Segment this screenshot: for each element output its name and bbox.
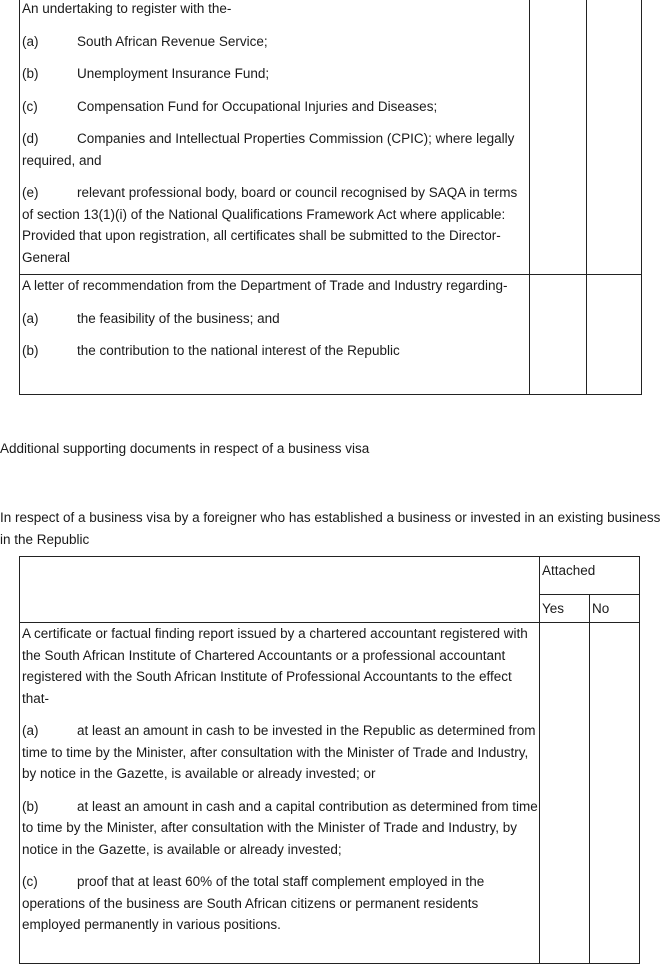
item-label: (b): [22, 66, 39, 81]
item-label: (b): [22, 798, 39, 814]
section-title: Additional supporting documents in respect of a business visa: [0, 441, 370, 456]
item-label: (a): [22, 310, 39, 326]
list-item: [22, 340, 529, 362]
item-label: (b): [22, 343, 39, 358]
requirement-heading: A certificate or factual finding report issued by a chartered accountant registered with the South African Institute of Chartered Accountants or a professional accountant registered with the South African Institute of Professional Accountants to the effect that-: [22, 626, 528, 706]
item-text: Companies and Intellectual Properties Commission (CPIC); where legally required, and: [22, 131, 515, 168]
section-intro: In respect of a business visa by a foreigner who has established a business or invested in an existing business in the Republic: [0, 510, 661, 547]
list-item: [22, 31, 529, 53]
no-checkbox-cell[interactable]: [587, 275, 642, 395]
item-label: (c): [22, 98, 38, 114]
list-item: [22, 796, 539, 861]
requirement-cell: [20, 623, 540, 964]
table-row: [20, 275, 642, 395]
item-label: (d): [22, 131, 39, 146]
item-text: relevant professional body, board or council recognised by SAQA in terms of section 13(1)(i) of the National Qualifications Framework Act where applicable: Provided that upon registration, all certificates shall be submitted to the Director-General: [22, 185, 518, 265]
item-text: proof that at least 60% of the total staff complement employed in the operations of the business are South African citizens or permanent residents employed permanently in various positions.: [22, 874, 485, 932]
yes-checkbox-cell[interactable]: [530, 275, 587, 395]
no-header: No: [590, 595, 640, 623]
list-item: [22, 63, 529, 85]
requirement-cell: [20, 275, 530, 395]
list-item: [22, 96, 529, 118]
item-label: (c): [22, 874, 38, 889]
header-blank-cell: [20, 557, 540, 623]
no-checkbox-cell[interactable]: [587, 0, 642, 275]
list-item: [22, 128, 529, 171]
list-item: [22, 308, 529, 330]
requirement-cell: [20, 0, 530, 275]
item-label: (e): [22, 185, 39, 200]
list-item: [22, 720, 539, 785]
requirement-heading: An undertaking to register with the-: [22, 1, 232, 16]
item-text: at least an amount in cash to be invested in the Republic as determined from time to time by the Minister, after consultation with the Minister of Trade and Industry, by notice in the Gazette, is available or already invested; or: [22, 723, 536, 781]
item-text: Compensation Fund for Occupational Injuries and Diseases;: [77, 98, 438, 114]
item-text: the feasibility of the business; and: [77, 310, 280, 326]
item-text: at least an amount in cash and a capital contribution as determined from time to time by the Minister, after consultation with the Minister of Trade and Industry, by notice in the Gazette, is available or already invested;: [22, 798, 538, 857]
yes-header: Yes: [540, 595, 590, 623]
requirement-heading: A letter of recommendation from the Department of Trade and Industry regarding-: [22, 278, 508, 293]
yes-checkbox-cell[interactable]: [540, 623, 590, 964]
item-label: (a): [22, 723, 39, 738]
table-header-row: [20, 557, 640, 595]
list-item: [22, 871, 539, 936]
table-row: [20, 0, 642, 275]
list-item: [22, 182, 529, 268]
requirements-table-1: [19, 0, 642, 395]
item-text: South African Revenue Service;: [77, 33, 268, 49]
requirements-table-2: [19, 556, 640, 964]
table-row: [20, 623, 640, 964]
attached-header: Attached: [540, 557, 640, 595]
item-text: the contribution to the national interest of the Republic: [77, 343, 400, 358]
item-text: Unemployment Insurance Fund;: [77, 66, 270, 81]
no-checkbox-cell[interactable]: [590, 623, 640, 964]
item-label: (a): [22, 33, 39, 49]
yes-checkbox-cell[interactable]: [530, 0, 587, 275]
